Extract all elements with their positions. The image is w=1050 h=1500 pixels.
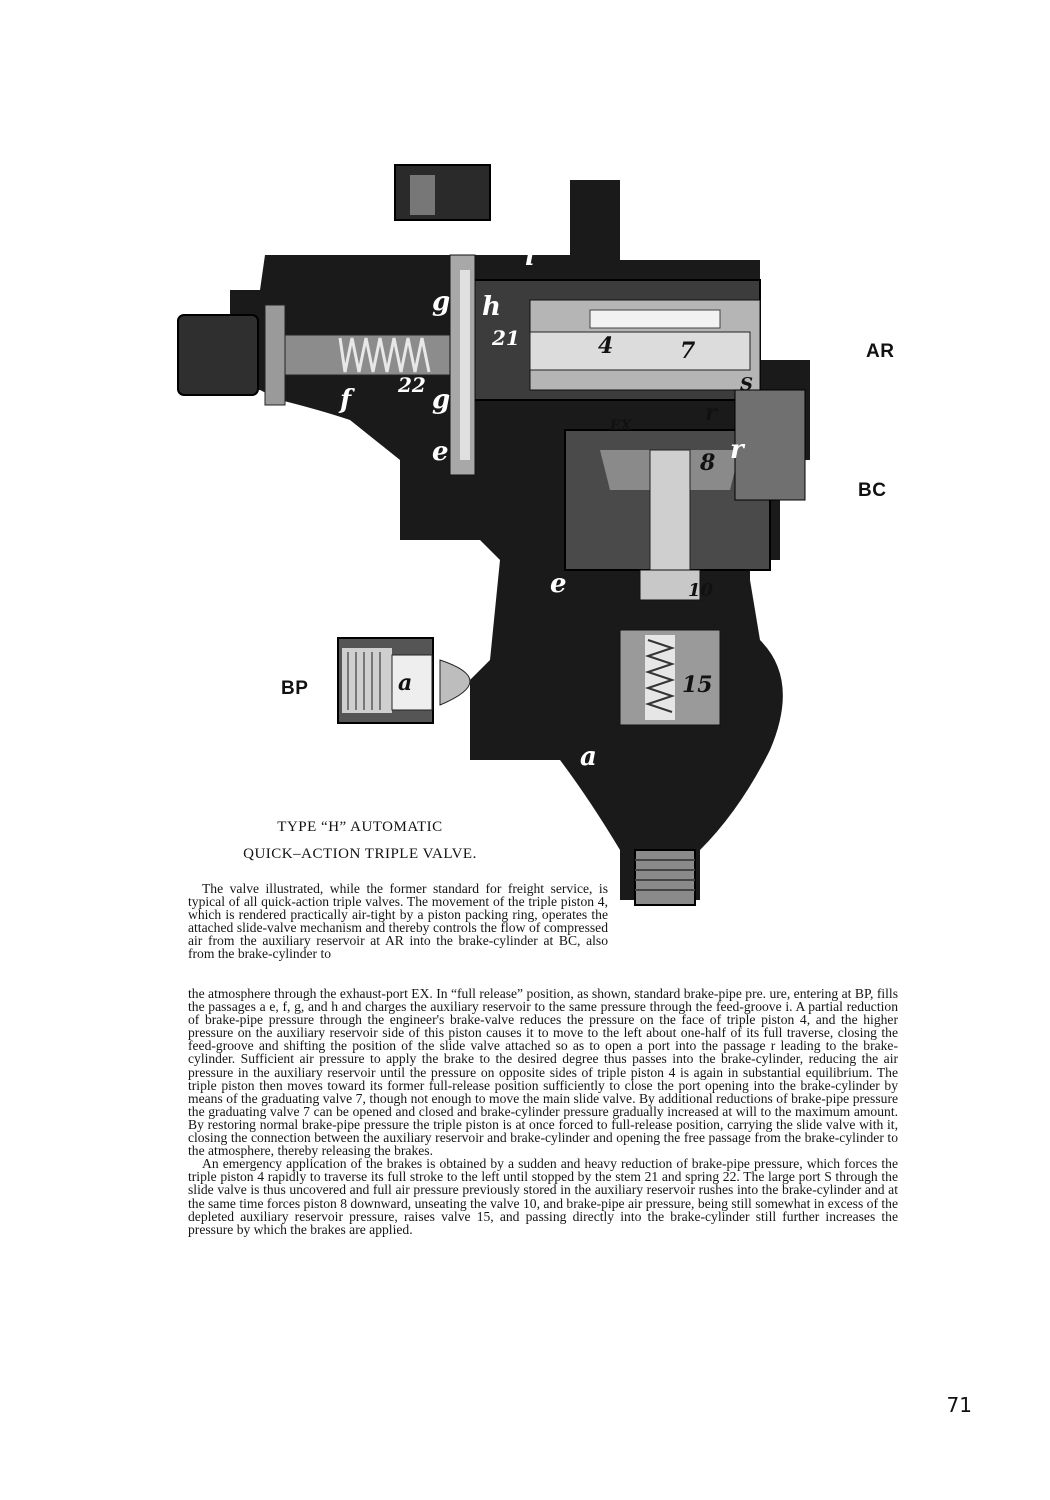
paragraph-1-wrapped (188, 882, 608, 961)
fig-label-r-right: r (730, 435, 744, 465)
caption-line-2: QUICK–ACTION TRIPLE VALVE. (243, 846, 477, 862)
paragraph-1-start: The valve illustrated, while the former standard for freight service, is typical of all quick-action triple valves. The movement of the triple piston 4, which is rendered practically air-tight by a piston packing ring, operates the attached slide-valve mechanism and thereby controls the flow of compressed air from the auxiliary reservoir at AR into the brake-cylinder at BC, also from the brake-cylinder to (188, 881, 608, 962)
fig-label-g-top: g (432, 287, 451, 317)
fig-label-h: h (482, 292, 501, 322)
fig-label-21: 21 (492, 326, 520, 350)
fig-label-e-lower: e (550, 569, 567, 599)
paragraph-1-continued: the atmosphere through the exhaust-port EX. In “full release” position, as shown, standard brake-pipe pre. ure, entering at BP, fills the passages a e, f, g, and h and charges the auxiliary reservoir to the same pressure through the feed-groove i. A partial reduction of brake-pipe pressure through the engineer's brake-valve reduces the pressure on the face of triple piston 4, and the higher pressure on the auxiliary reservoir side of this piston causes it to move to the left about one-half of its full traverse, closing the feed-groove and shifting the position of the slide valve attached so as to open a port into the passage r leading to the brake-cylinder. Sufficient air pressure to apply the brake to the desired degree thus passes into the brake-cylinder, reducing the air pressure in the auxiliary reservoir until the pressure on opposite sides of triple piston 4 is again in substantial equilibrium. The triple piston then moves toward its former full-release position sufficiently to close the port opening into the brake-cylinder by means of the graduating valve 7, though not enough to move the main slide valve. By additional reductions of brake-pipe pressure the graduating valve 7 can be opened and closed and brake-cylinder pressure gradually increased at will to the maximum amount. By restoring normal brake-pipe pressure the triple piston is at once forced to full-release position, carrying the slide valve with it, closing the connection between the auxiliary reservoir and brake-cylinder and opening the free passage from the brake-cylinder to the atmosphere, thereby releasing the brakes. (188, 986, 898, 1159)
fig-label-s: S (740, 374, 753, 395)
fig-label-a-left: a (398, 670, 413, 696)
fig-label-e-upper: e (432, 437, 449, 467)
triple-valve-illustration (170, 160, 830, 920)
fig-label-r-top: r (705, 400, 717, 426)
fig-label-g-bottom: g (432, 385, 451, 415)
fig-label-8: 8 (700, 450, 716, 476)
fig-label-7: 7 (680, 338, 696, 364)
fig-label-f: f (340, 385, 352, 415)
fig-label-ex: EX (610, 418, 632, 434)
body-text-full-width (188, 987, 898, 1236)
label-bp: BP (281, 678, 309, 699)
page-number: 71 (946, 1393, 972, 1417)
triple-valve-cutaway-drawing (170, 160, 830, 920)
label-ar: AR (866, 341, 895, 362)
fig-label-i: i (525, 242, 535, 272)
fig-label-4: 4 (598, 333, 614, 359)
fig-label-15: 15 (682, 672, 713, 698)
label-bc: BC (858, 480, 887, 501)
fig-label-a-bottom: a (580, 742, 597, 772)
fig-label-10: 10 (688, 580, 714, 601)
paragraph-2: An emergency application of the brakes is obtained by a sudden and heavy reduction of brake-pipe pressure, which forces the triple piston 4 rapidly to traverse its full stroke to the left until stopped by the stem 21 and spring 22. The large port S through the slide valve is thus uncovered and full air pressure previously stored in the auxiliary reservoir rushes into the brake-cylinder and at the same time forces piston 8 downward, unseating the valve 10, and brake-pipe air pressure, being still somewhat in excess of the depleted auxiliary reservoir pressure, raises valve 15, and passing directly into the brake-cylinder still further increases the pressure by which the brakes are applied. (188, 1156, 898, 1237)
fig-label-22: 22 (398, 373, 426, 397)
caption-line-1: TYPE “H” AUTOMATIC (277, 819, 443, 835)
